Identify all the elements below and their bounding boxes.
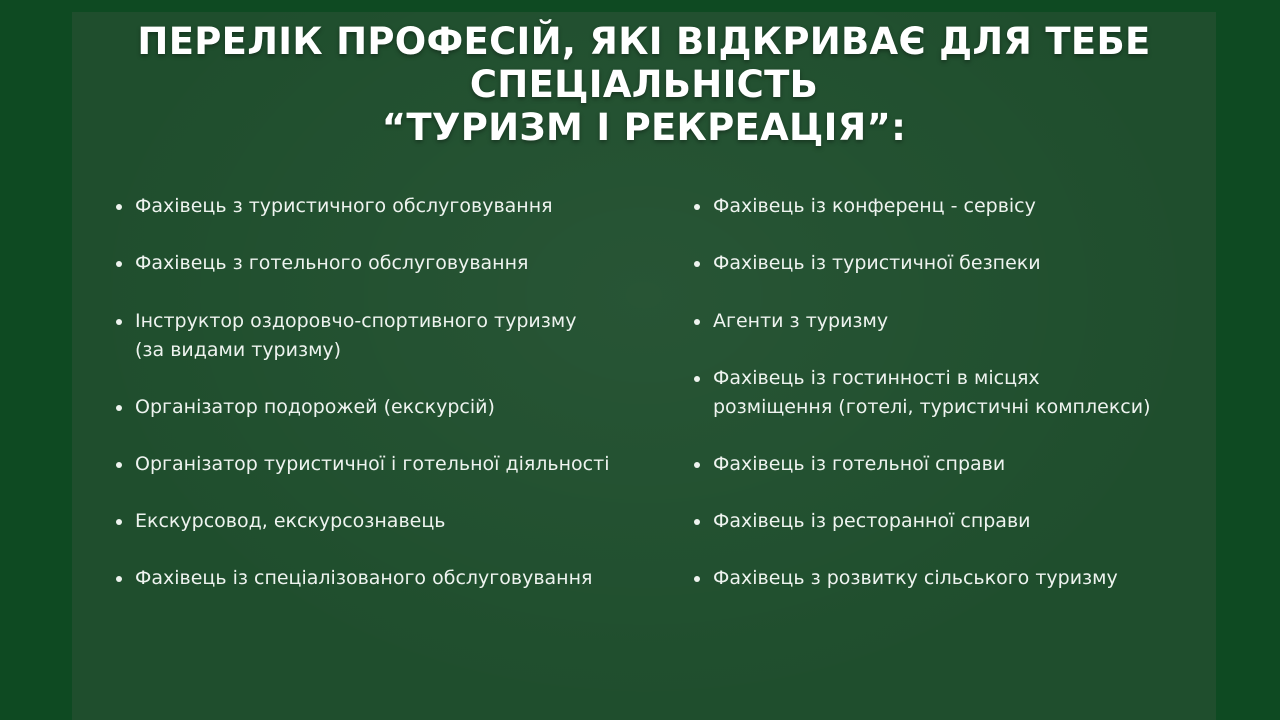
list-item — [692, 450, 1005, 479]
list-item — [692, 364, 1151, 422]
title-line-3: “ТУРИЗМ І РЕКРЕАЦІЯ”: — [381, 106, 907, 149]
list-item — [692, 192, 1036, 221]
list-item — [692, 307, 888, 336]
list-item-text: Фахівець з розвитку сільського туризму — [713, 567, 1118, 589]
list-item — [114, 507, 445, 536]
title-line-1: ПЕРЕЛІК ПРОФЕСІЙ, ЯКІ ВІДКРИВАЄ ДЛЯ ТЕБЕ — [137, 20, 1151, 63]
list-item — [692, 507, 1031, 536]
list-item-text: Екскурсовод, екскурсознавець — [135, 510, 446, 532]
list-item-text: Організатор подорожей (екскурсій) — [135, 396, 495, 418]
list-item-text-continued: розміщення (готелі, туристичні комплекси) — [713, 396, 1151, 418]
list-item — [692, 249, 1041, 278]
list-item-text: Організатор туристичної і готельної діяльності — [135, 453, 610, 475]
list-item-text-continued: (за видами туризму) — [135, 339, 342, 361]
list-item-text: Фахівець із спеціалізованого обслуговування — [135, 567, 593, 589]
bullet-icon — [694, 261, 700, 267]
list-item-text: Фахівець з туристичного обслуговування — [135, 195, 553, 217]
bullet-icon — [694, 576, 700, 582]
list-item — [114, 450, 609, 479]
bullet-icon — [116, 261, 122, 267]
slide-panel — [72, 12, 1216, 720]
bullet-icon — [694, 376, 700, 382]
slide-title — [72, 20, 1216, 149]
list-item — [114, 249, 528, 278]
list-item-text: Фахівець із ресторанної справи — [713, 510, 1031, 532]
list-item — [114, 393, 495, 422]
bullet-icon — [116, 462, 122, 468]
list-item-text: Агенти з туризму — [713, 310, 889, 332]
bullet-icon — [116, 576, 122, 582]
title-line-2: СПЕЦІАЛЬНІСТЬ — [469, 63, 819, 106]
list-item-text: Фахівець з готельного обслуговування — [135, 252, 529, 274]
bullet-icon — [116, 319, 122, 325]
list-item-text: Фахівець із конференц - сервісу — [713, 195, 1036, 217]
list-item — [114, 564, 592, 593]
list-item-text: Фахівець із гостинності в місцях — [713, 367, 1040, 389]
list-item-text: Фахівець із туристичної безпеки — [713, 252, 1041, 274]
bullet-icon — [116, 519, 122, 525]
list-item-text: Інструктор оздоровчо-спортивного туризму — [135, 310, 577, 332]
list-item — [692, 564, 1118, 593]
bullet-icon — [694, 462, 700, 468]
list-item — [114, 307, 576, 365]
bullet-icon — [116, 405, 122, 411]
list-item-text: Фахівець із готельної справи — [713, 453, 1006, 475]
bullet-icon — [694, 319, 700, 325]
list-item — [114, 192, 553, 221]
bullet-icon — [116, 204, 122, 210]
bullet-icon — [694, 519, 700, 525]
bullet-icon — [694, 204, 700, 210]
